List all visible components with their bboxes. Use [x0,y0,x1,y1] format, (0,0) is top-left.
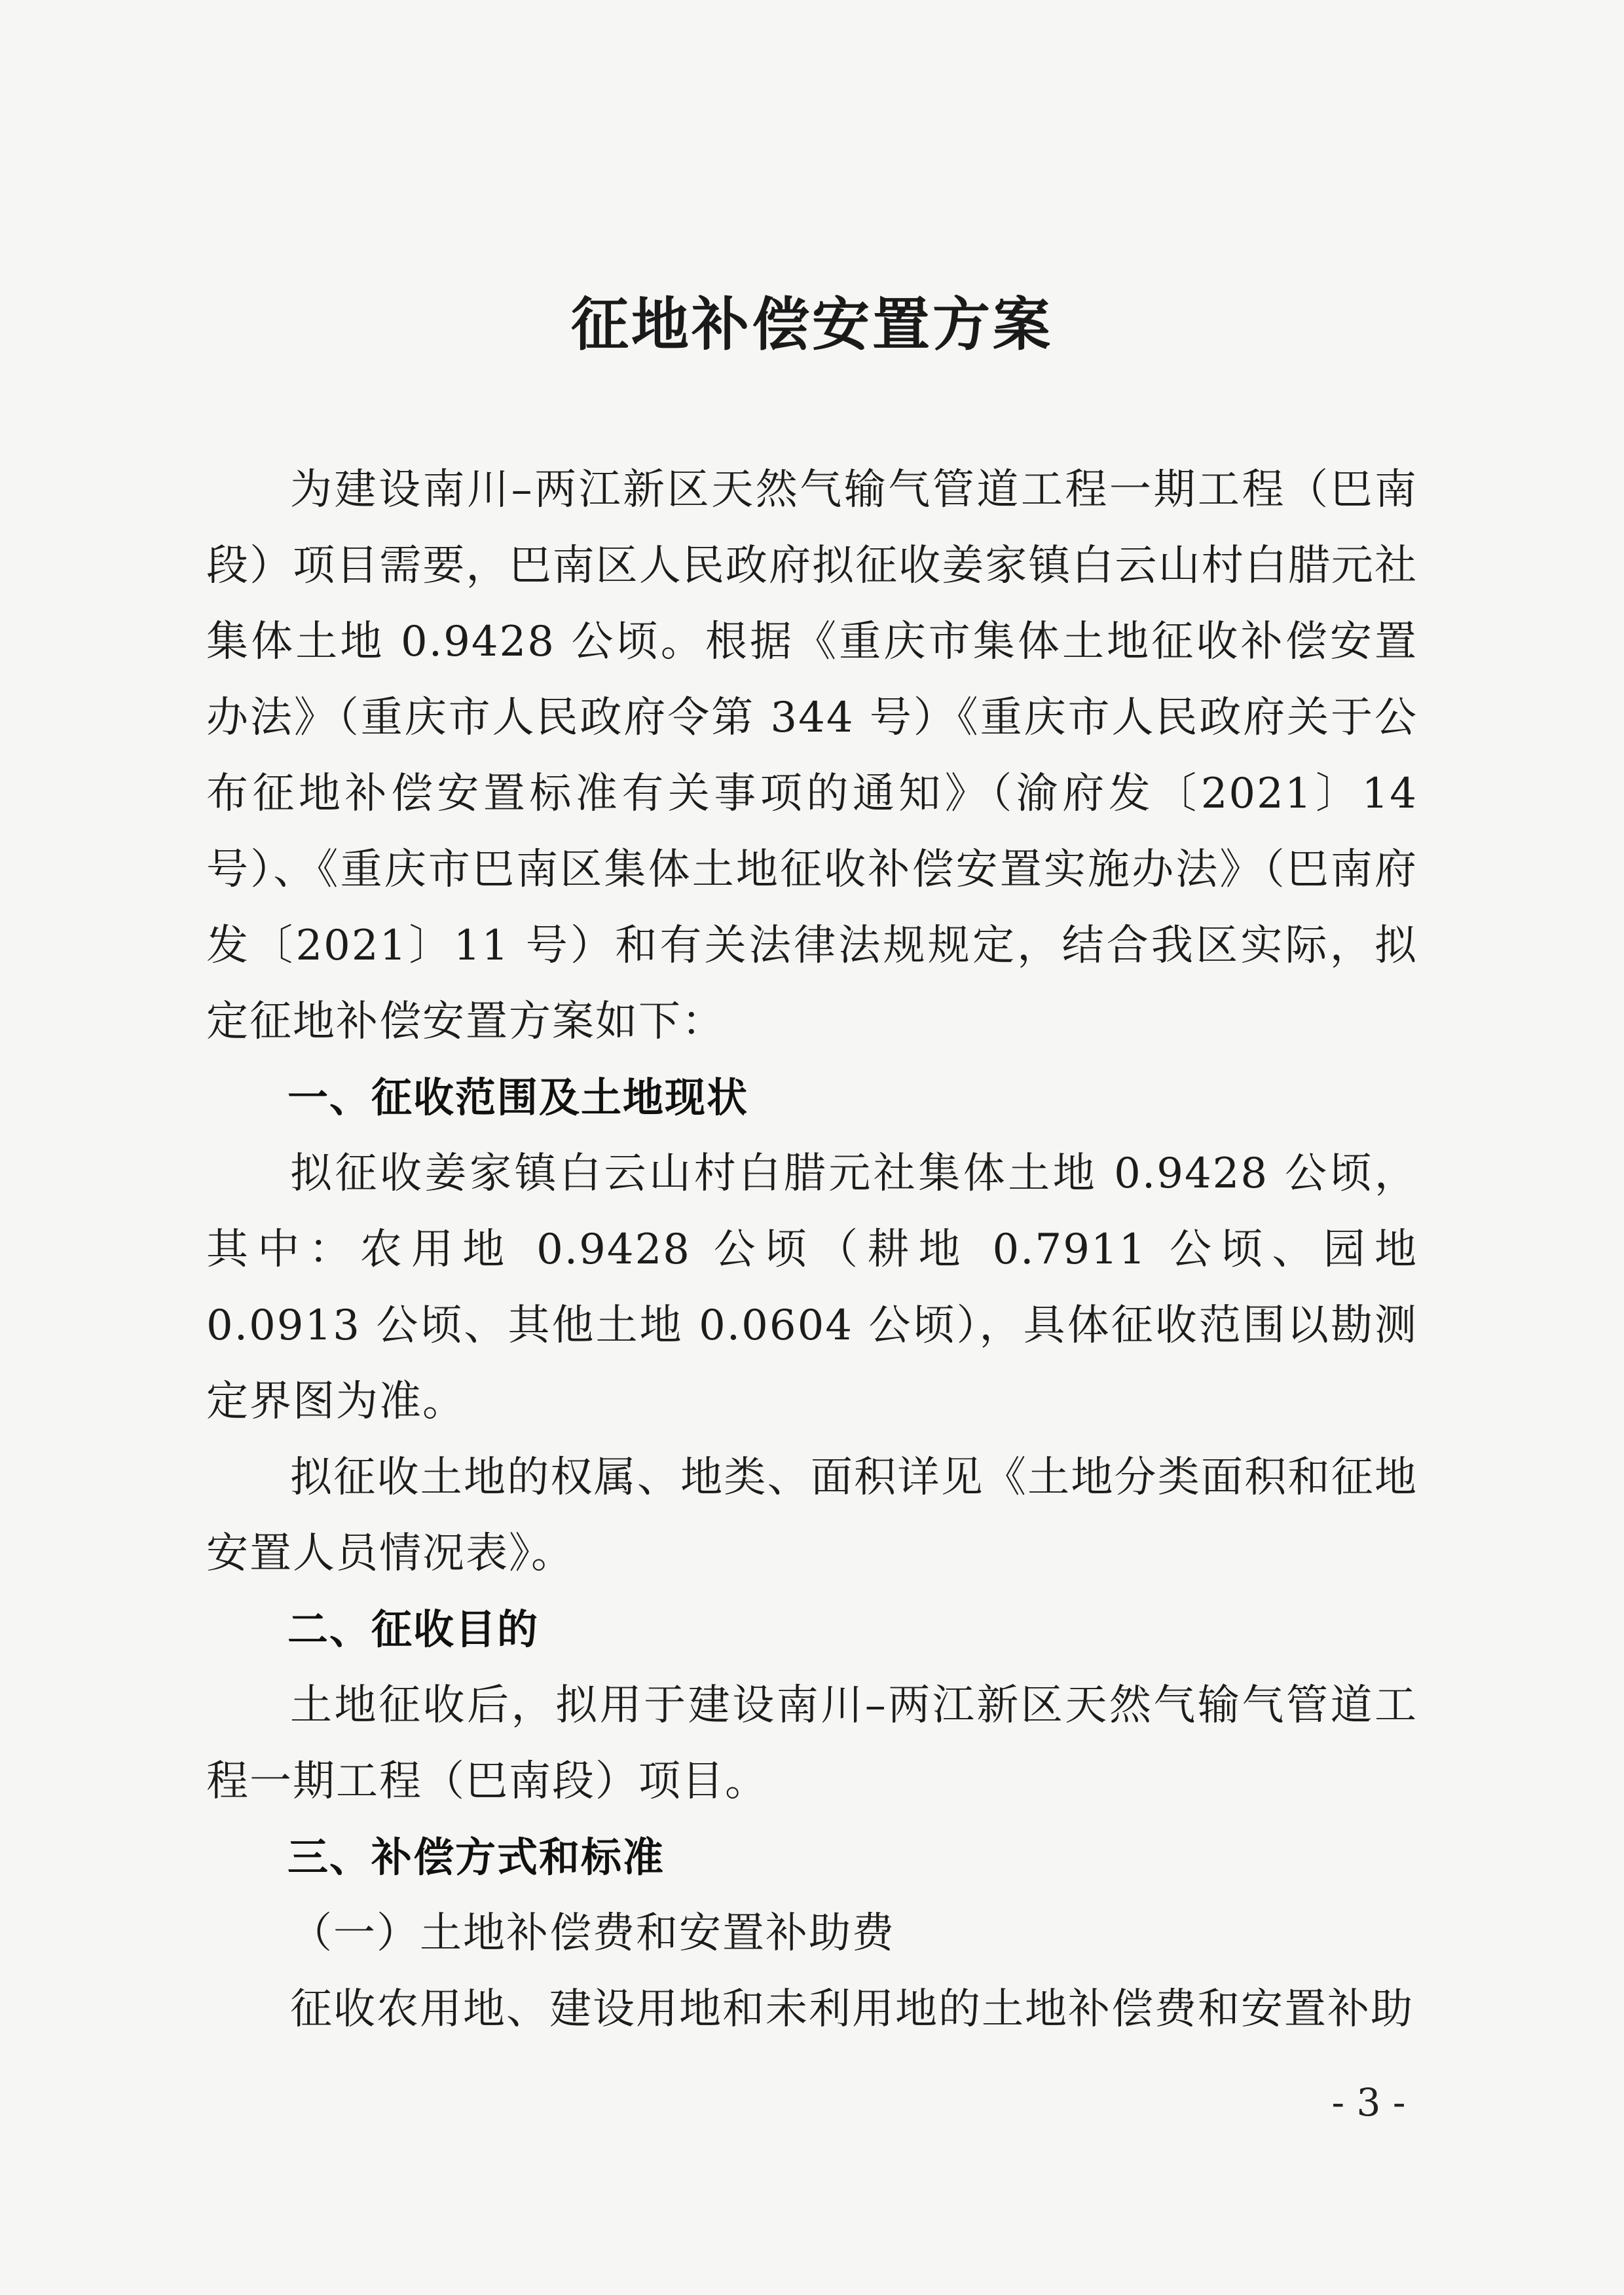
section-heading-compensation: 三、补偿方式和标准 [287,1833,665,1881]
document-body [206,452,1418,2047]
intro-paragraph: 为建设南川–两江新区天然气输气管道工程一期工程（巴南段）项目需要，巴南区人民政府拟征收姜家镇白云山村白腊元社集体土地 0.9428 公顷。根据《重庆市集体土地征收补偿安置办法》（重庆市人民政府令第 344 号）《重庆市人民政府关于公布征地补偿安置标准有关事项的通知》（渝府发〔2021〕14 号）、《重庆市巴南区集体土地征收补偿安置实施办法》（巴南府发〔2021〕11 号）和有关法律法规规定，结合我区实际，拟定征地补偿安置方案如下： [206,466,1418,1046]
subsection-heading-land-compensation: （一）土地补偿费和安置补助费 [290,1909,895,1958]
scope-paragraph-2: 拟征收土地的权属、地类、面积详见《土地分类面积和征地安置人员情况表》。 [206,1453,1418,1578]
document-title: 征地补偿安置方案 [570,290,1053,358]
scope-paragraph-1: 拟征收姜家镇白云山村白腊元社集体土地 0.9428 公顷，其中：农用地 0.9428 公顷（耕地 0.7911 公顷、园地 0.0913 公顷、其他土地 0.0604 公顷），具体征收范围以勘测定界图为准。 [206,1149,1418,1426]
page-number: - 3 - [1331,2080,1406,2125]
compensation-paragraph: 征收农用地、建设用地和未利用地的土地补偿费和安置补助 [290,1985,1414,2034]
purpose-paragraph: 土地征收后，拟用于建设南川–两江新区天然气输气管道工程一期工程（巴南段）项目。 [206,1681,1418,1806]
section-heading-purpose: 二、征收目的 [287,1605,540,1653]
section-heading-scope: 一、征收范围及土地现状 [287,1073,749,1121]
